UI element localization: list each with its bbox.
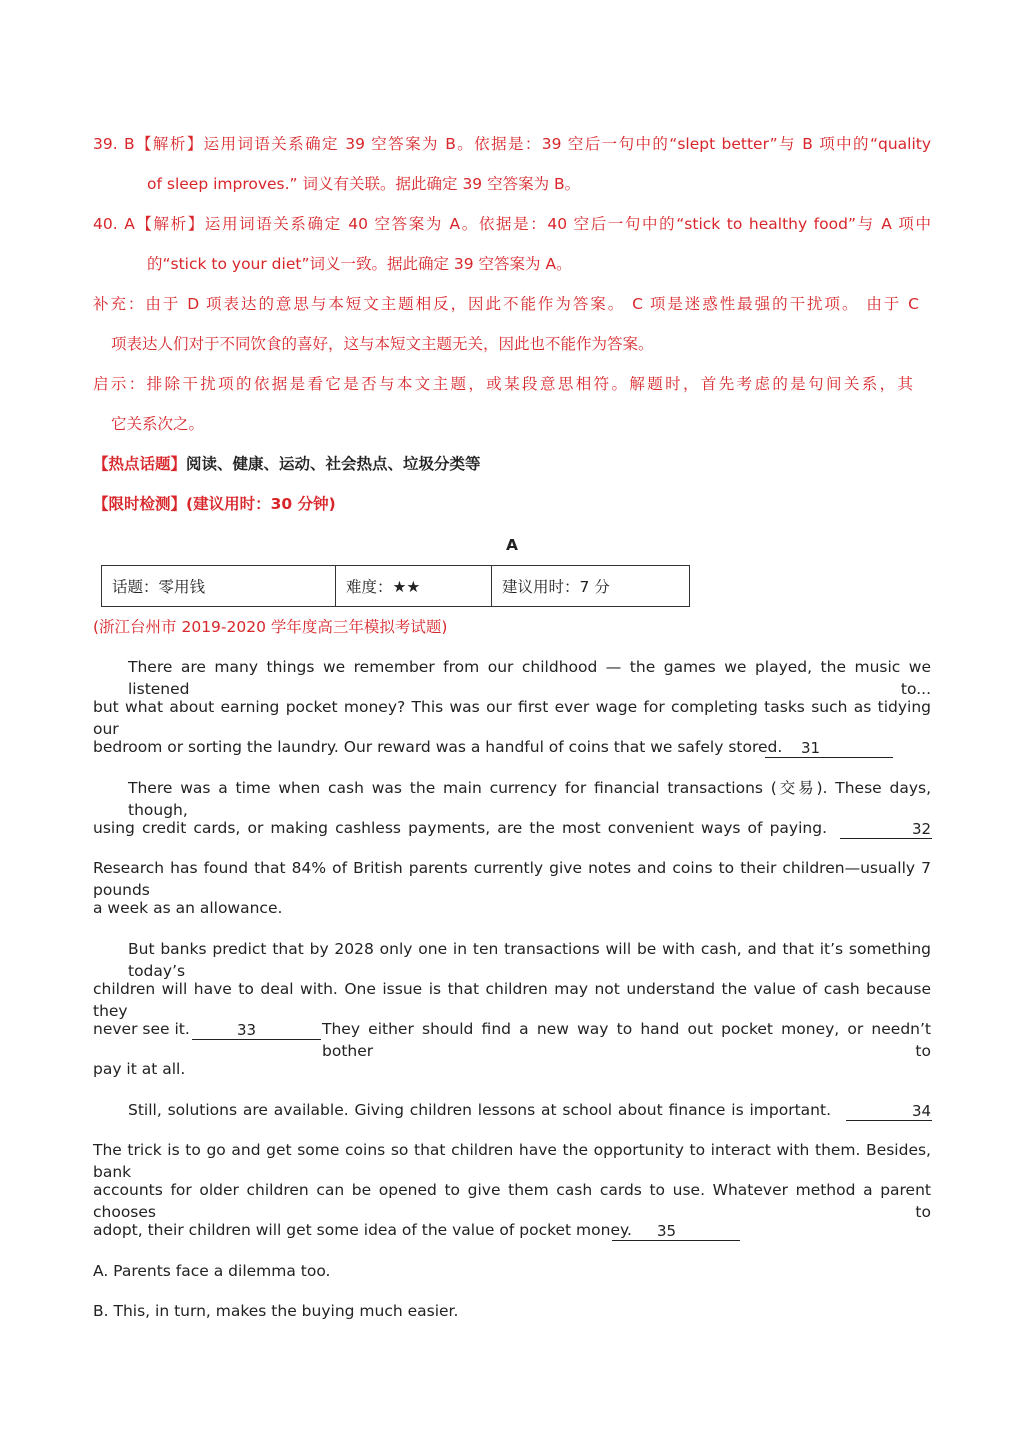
meta-time: 建议用时：7 分 — [492, 566, 690, 607]
hot-topic-label: 【热点话题】 — [93, 455, 187, 473]
option-b: B. This, in turn, makes the buying much easier. — [93, 1302, 459, 1320]
blank-34[interactable] — [846, 1102, 932, 1121]
section-letter: A — [506, 536, 518, 554]
supplement-line-2: 项表达人们对于不同饮食的喜好，这与本短文主题无关，因此也不能作为答案。 — [111, 335, 654, 353]
answer-40-line-2: 的“stick to your diet”词义一致。据此确定 39 空答案为 A。 — [147, 255, 572, 273]
p2-line-3: Research has found that 84% of British parents currently give notes and coins to their children—usually 7 pounds — [93, 859, 931, 899]
timed-test — [93, 493, 336, 515]
p3-line-3a: never see it. — [93, 1020, 190, 1038]
p1-line-3 — [93, 736, 782, 758]
p3-line-4: pay it at all. — [93, 1060, 186, 1078]
p4-line-1: Still, solutions are available. Giving children lessons at school about finance is important. — [128, 1101, 831, 1119]
blank-32[interactable] — [840, 820, 932, 839]
blank-31[interactable] — [765, 739, 893, 758]
meta-table-row — [102, 566, 690, 607]
source-line: (浙江台州市 2019-2020 学年度高三年模拟考试题) — [93, 618, 448, 636]
p4-line-4: adopt, their children will get some idea of the value of pocket money. — [93, 1221, 632, 1239]
answer-40-line-1: 40. A【解析】运用词语关系确定 40 空答案为 A。依据是：40 空后一句中的“stick to healthy food”与 A 项中 — [93, 215, 931, 233]
insight-line-2: 它关系次之。 — [111, 415, 205, 433]
p3-line-1: But banks predict that by 2028 only one in ten transactions will be with cash, and that it’s something today’s — [128, 940, 931, 980]
p2-line-1: There was a time when cash was the main currency for financial transactions (交易). These days, though, — [128, 779, 931, 819]
answer-39-line-1: 39. B【解析】运用词语关系确定 39 空答案为 B。依据是：39 空后一句中的“slept better”与 B 项中的“quality — [93, 135, 931, 153]
option-a: A. Parents face a dilemma too. — [93, 1262, 331, 1280]
blank-33[interactable] — [192, 1021, 321, 1040]
blank-33-number: 33 — [237, 1021, 257, 1039]
p4-line-3: accounts for older children can be opened to give them cash cards to use. Whatever method a parent chooses to — [93, 1181, 931, 1221]
timed-test-label: 【限时检测】 — [93, 495, 187, 513]
blank-31-number: 31 — [801, 739, 821, 757]
meta-table — [101, 565, 690, 607]
p4-line-2: The trick is to go and get some coins so that children have the opportunity to interact with them. Besides, bank — [93, 1141, 931, 1181]
p3-line-3b: They either should find a new way to hand out pocket money, or needn’t bother to — [322, 1020, 931, 1060]
blank-35-number: 35 — [657, 1222, 677, 1240]
hot-topic-text: 阅读、健康、运动、社会热点、垃圾分类等 — [186, 455, 481, 473]
meta-topic: 话题：零用钱 — [102, 566, 336, 607]
hot-topic — [93, 453, 481, 475]
p1-line-2: but what about earning pocket money? This was our first ever wage for completing tasks such as tidying our — [93, 698, 931, 738]
p3-line-2: children will have to deal with. One issue is that children may not understand the value of cash because they — [93, 980, 931, 1020]
answer-39-line-2: of sleep improves.” 词义有关联。据此确定 39 空答案为 B。 — [147, 175, 581, 193]
p1-line-3-text: bedroom or sorting the laundry. Our reward was a handful of coins that we safely stored. — [93, 738, 783, 756]
p2-line-2: using credit cards, or making cashless payments, are the most convenient ways of paying. — [93, 819, 827, 837]
insight-line-1: 启示：排除干扰项的依据是看它是否与本文主题，或某段意思相符。解题时，首先考虑的是句间关系，其 — [93, 375, 913, 393]
blank-32-number: 32 — [912, 820, 932, 838]
supplement-line-1: 补充：由于 D 项表达的意思与本短文主题相反，因此不能作为答案。 C 项是迷惑性最强的干扰项。 由于 C — [93, 295, 919, 313]
blank-34-number: 34 — [912, 1102, 932, 1120]
meta-difficulty: 难度：★★ — [336, 566, 492, 607]
blank-35[interactable] — [612, 1222, 740, 1241]
p2-line-4: a week as an allowance. — [93, 899, 283, 917]
timed-test-text: (建议用时：30 分钟) — [186, 495, 336, 513]
p1-line-1: There are many things we remember from our childhood — the games we played, the music we listened to... — [128, 658, 931, 698]
